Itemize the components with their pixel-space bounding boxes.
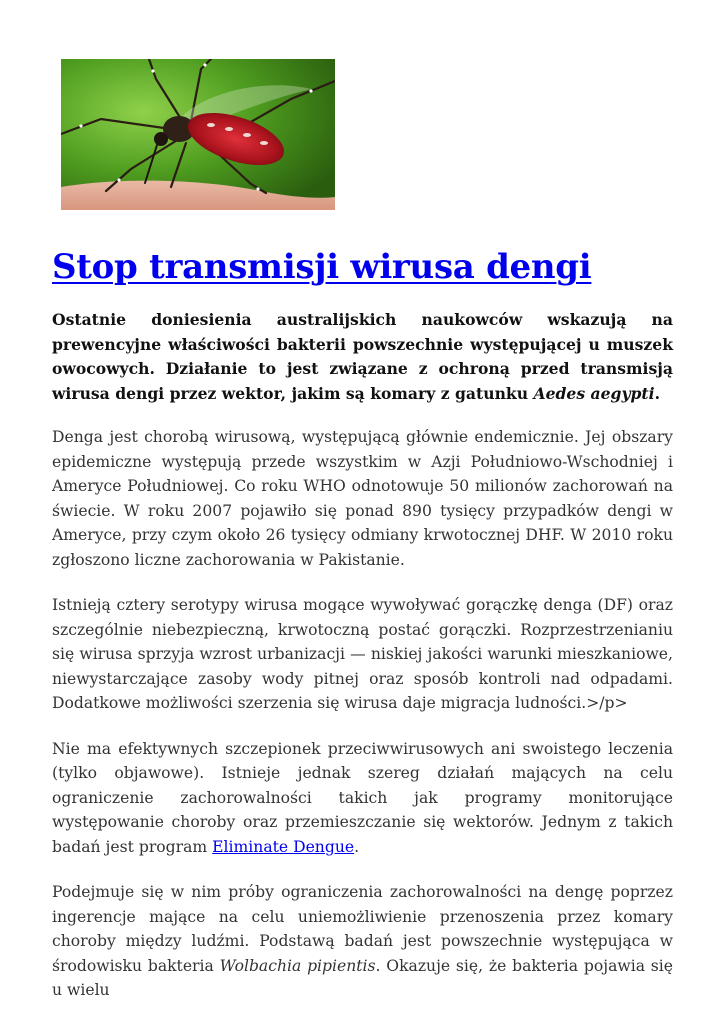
bacteria-species-name: Wolbachia pipientis (219, 956, 376, 975)
article-image (61, 59, 335, 210)
article-body (52, 308, 673, 1024)
paragraph-4-text: Podejmuje się w nim próby ograniczenia zachorowalności na dengę poprzez ingerencje mające na celu uniemożliwienie przenoszenia przez komary choroby między ludźmi. Podstawą badań jest powszechnie występująca w środowisku bakteria (52, 883, 673, 975)
lead-species-name: Aedes aegypti (533, 383, 655, 403)
article-title (52, 244, 591, 290)
eliminate-dengue-link[interactable]: Eliminate Dengue (212, 837, 355, 856)
paragraph-4-end: . Okazuje się, że bakteria pojawia się u wielu (52, 956, 674, 999)
paragraph-3-end: . (354, 837, 360, 856)
mosquito-illustration (61, 59, 335, 210)
paragraph-1: Denga jest chorobą wirusową, występującą głównie endemicznie. Jej obszary epidemiczne występują przede wszystkim w Azji Południowo-Wschodniej i Ameryce Południowej. Co roku WHO odnotowuje 50 milionów zachorowań na świecie. W roku 2007 pojawiło się ponad 890 tysięcy przypadków dengi w Ameryce, przy czym około 26 tysięcy odmiany krwotocznej DHF. W 2010 roku zgłoszono liczne zachorowania w Pakistanie. (52, 428, 673, 569)
lead-end: . (654, 383, 660, 403)
paragraph-3-text: Nie ma efektywnych szczepionek przeciwwirusowych ani swoistego leczenia (tylko objawowe). Istnieje jednak szereg działań mających na celu ograniczenie zachorowalności takich jak programy monitorujące występowanie choroby oraz przemieszczanie się wektorów. Jednym z takich badań jest program (52, 739, 673, 856)
lead-text: Ostatnie doniesienia australijskich naukowców wskazują na prewencyjne właściwości bakterii powszechnie występującej u muszek owocowych. Działanie to jest związane z ochroną przed transmisją wirusa dengi przez wektor, jakim są komary z gatunku (52, 310, 673, 403)
article-title-link[interactable]: Stop transmisji wirusa dengi (52, 247, 592, 287)
article-lead (52, 308, 673, 406)
paragraph-3 (52, 737, 673, 860)
paragraph-4 (52, 880, 673, 1003)
paragraph-2: Istnieją cztery serotypy wirusa mogące wywoływać gorączkę denga (DF) oraz szczególnie niebezpieczną, krwotoczną postać gorączki. Rozprzestrzenianiu się wirusa sprzyja wzrost urbanizacji — niskiej jakości warunki mieszkaniowe, niewystarczające zasoby wody pitnej oraz sposób kontroli nad odpadami. Dodatkowe możliwości szerzenia się wirusa daje migracja ludności.>/p> (52, 596, 673, 712)
